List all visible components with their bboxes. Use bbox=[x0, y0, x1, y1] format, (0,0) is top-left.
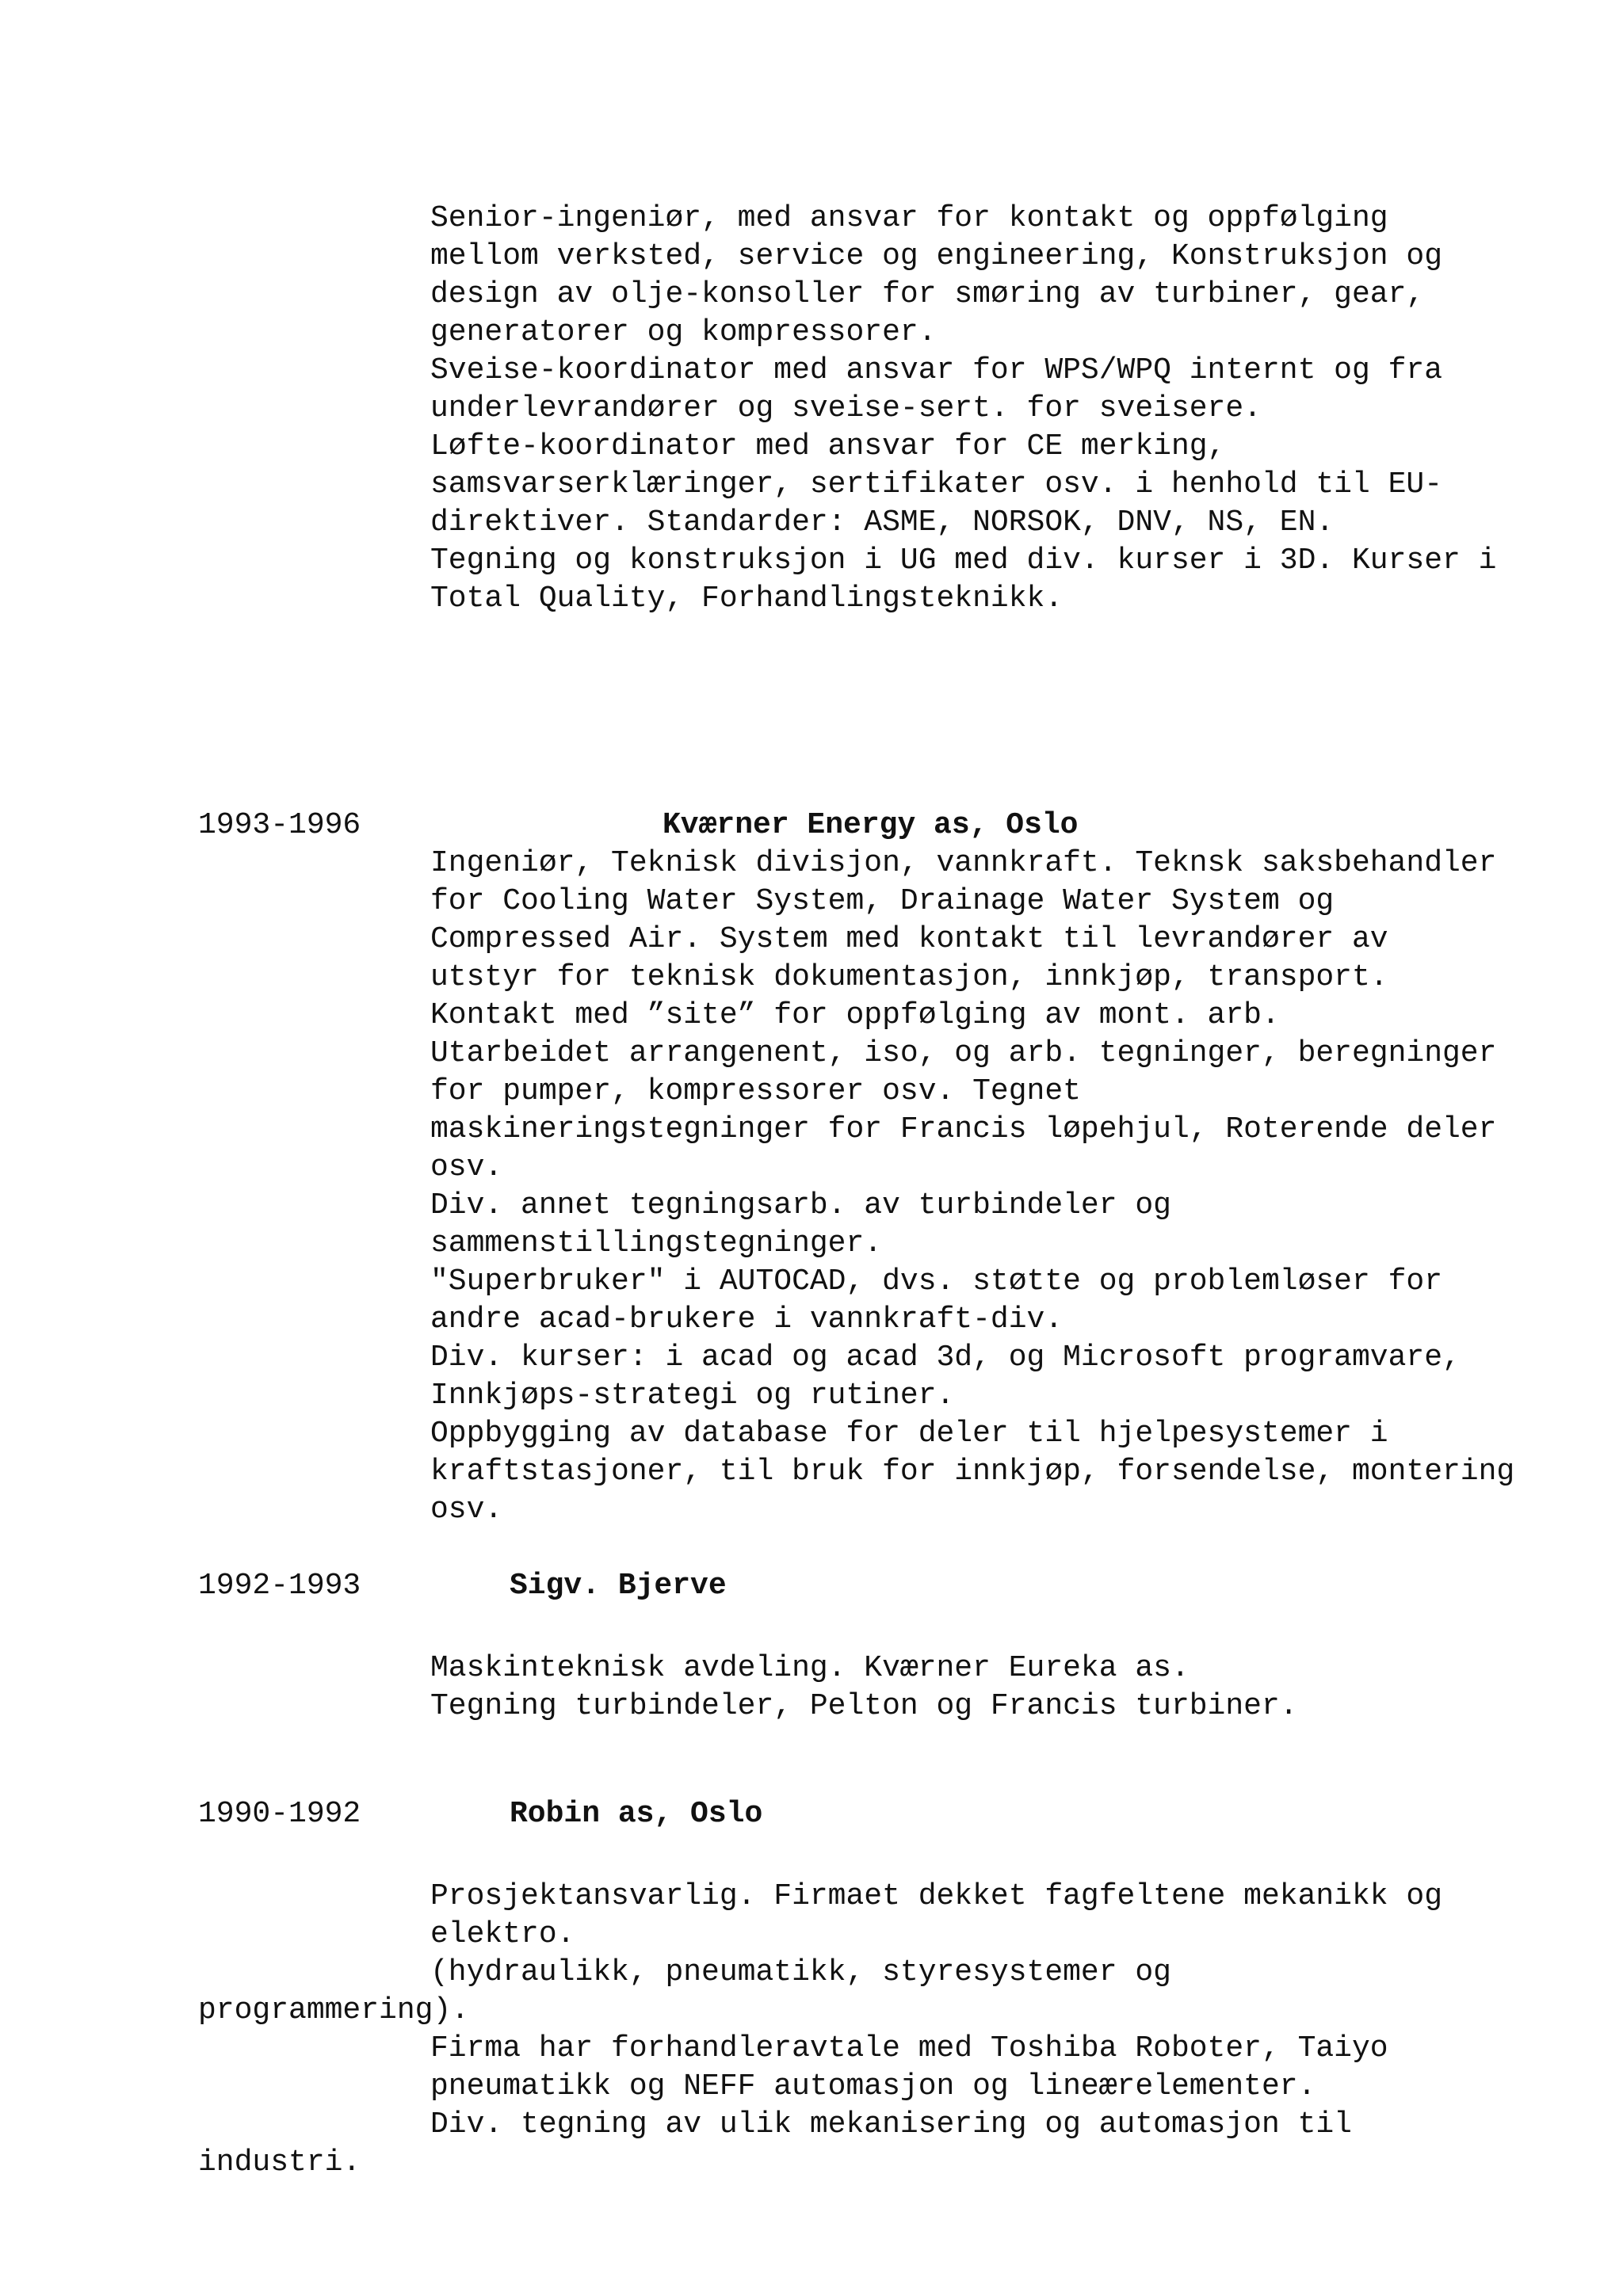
intro-line: mellom verksted, service og engineering, Konstruksjon og bbox=[430, 239, 1443, 273]
entry-line: "Superbruker" i AUTOCAD, dvs. støtte og problemløser for bbox=[430, 1264, 1443, 1299]
entry-years: 1992-1993 bbox=[198, 1569, 361, 1603]
intro-line: direktiver. Standarder: ASME, NORSOK, DNV, NS, EN. bbox=[430, 505, 1335, 540]
entry-line: Maskinteknisk avdeling. Kværner Eureka as. bbox=[430, 1651, 1190, 1685]
entry-line: osv. bbox=[430, 1493, 503, 1527]
intro-line: generatorer og kompressorer. bbox=[430, 315, 937, 349]
intro-line: design av olje-konsoller for smøring av turbiner, gear, bbox=[430, 277, 1425, 311]
entry-company: Kværner Energy as, Oslo bbox=[663, 808, 1079, 842]
entry-line: Kontakt med ”site” for oppfølging av mont. arb. bbox=[430, 998, 1280, 1032]
entry-company: Robin as, Oslo bbox=[510, 1797, 763, 1831]
entry-line: maskineringstegninger for Francis løpehjul, Roterende deler bbox=[430, 1112, 1497, 1146]
entry-line: osv. bbox=[430, 1150, 503, 1184]
entry-line: Div. kurser: i acad og acad 3d, og Microsoft programvare, bbox=[430, 1341, 1461, 1375]
entry-line: programmering). bbox=[198, 1993, 470, 2027]
entry-line: Prosjektansvarlig. Firmaet dekket fagfeltene mekanikk og bbox=[430, 1879, 1443, 1913]
intro-line: Senior-ingeniør, med ansvar for kontakt og oppfølging bbox=[430, 201, 1388, 235]
entry-line: Utarbeidet arrangenent, iso, og arb. tegninger, beregninger bbox=[430, 1036, 1497, 1070]
entry-line: industri. bbox=[198, 2145, 361, 2180]
entry-line: Div. tegning av ulik mekanisering og automasjon til bbox=[430, 2107, 1352, 2142]
entry-line: for pumper, kompressorer osv. Tegnet bbox=[430, 1074, 1081, 1108]
intro-line: Tegning og konstruksjon i UG med div. kurser i 3D. Kurser i bbox=[430, 543, 1497, 578]
entry-line: utstyr for teknisk dokumentasjon, innkjøp, transport. bbox=[430, 960, 1388, 994]
intro-line: underlevrandører og sveise-sert. for sveisere. bbox=[430, 391, 1262, 425]
entry-line: (hydraulikk, pneumatikk, styresystemer og bbox=[430, 1955, 1171, 1989]
entry-line: Compressed Air. System med kontakt til levrandører av bbox=[430, 922, 1388, 956]
entry-line: sammenstillingstegninger. bbox=[430, 1226, 883, 1261]
entry-line: Ingeniør, Teknisk divisjon, vannkraft. Teknsk saksbehandler bbox=[430, 846, 1497, 880]
entry-line: Tegning turbindeler, Pelton og Francis turbiner. bbox=[430, 1689, 1298, 1723]
entry-line: andre acad-brukere i vannkraft-div. bbox=[430, 1302, 1064, 1337]
entry-line: pneumatikk og NEFF automasjon og lineærelementer. bbox=[430, 2069, 1316, 2103]
entry-line: kraftstasjoner, til bruk for innkjøp, forsendelse, montering bbox=[430, 1455, 1515, 1489]
intro-line: Løfte-koordinator med ansvar for CE merking, bbox=[430, 429, 1226, 463]
intro-line: Total Quality, Forhandlingsteknikk. bbox=[430, 582, 1064, 616]
entry-line: elektro. bbox=[430, 1917, 575, 1951]
entry-years: 1993-1996 bbox=[198, 808, 361, 842]
entry-line: Oppbygging av database for deler til hjelpesystemer i bbox=[430, 1417, 1388, 1451]
entry-line: Firma har forhandleravtale med Toshiba Roboter, Taiyo bbox=[430, 2031, 1388, 2065]
intro-line: samsvarserklæringer, sertifikater osv. i henhold til EU- bbox=[430, 467, 1443, 502]
intro-line: Sveise-koordinator med ansvar for WPS/WPQ internt og fra bbox=[430, 353, 1443, 387]
entry-company: Sigv. Bjerve bbox=[510, 1569, 727, 1603]
entry-line: Innkjøps-strategi og rutiner. bbox=[430, 1379, 955, 1413]
entry-line: for Cooling Water System, Drainage Water System og bbox=[430, 884, 1335, 918]
entry-line: Div. annet tegningsarb. av turbindeler og bbox=[430, 1188, 1171, 1222]
entry-years: 1990-1992 bbox=[198, 1797, 361, 1831]
